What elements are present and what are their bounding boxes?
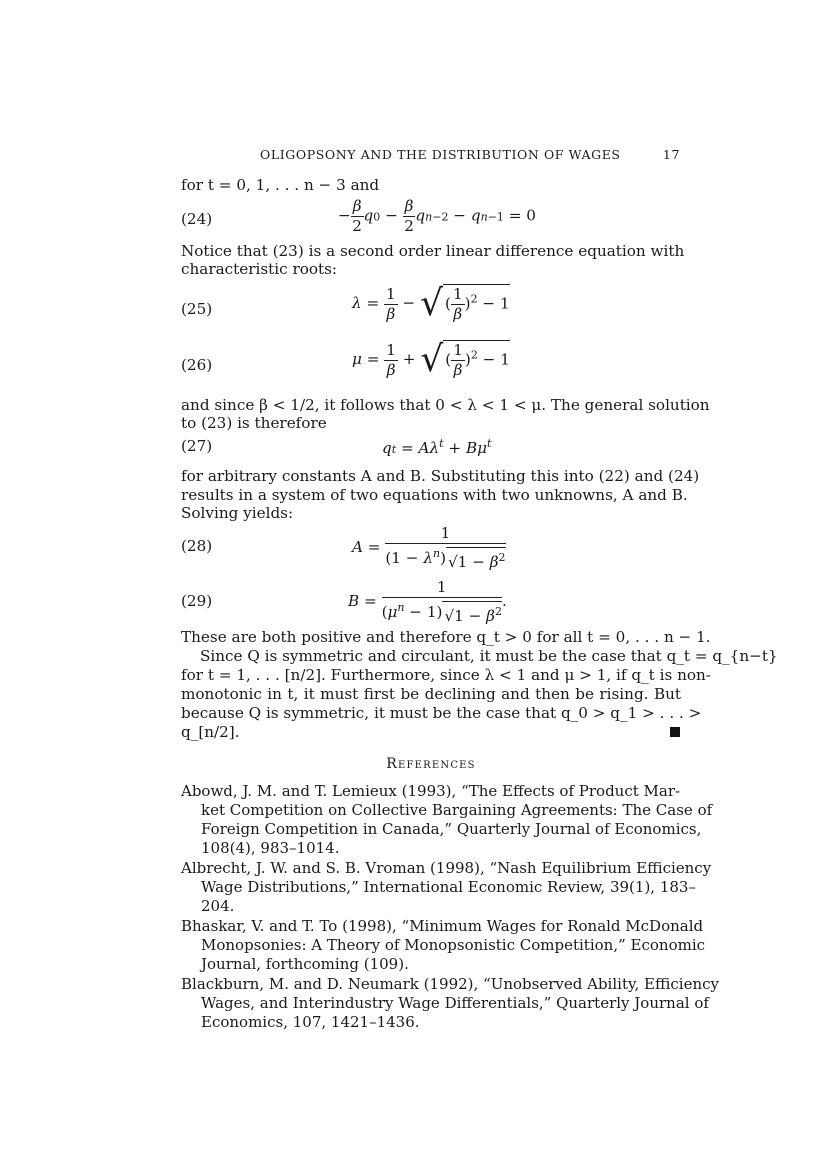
- running-header: [260, 147, 680, 165]
- text-line: Since Q is symmetric and circulant, it must be the case that q_t = q_{n−t}: [200, 647, 778, 665]
- equation-label: (27): [181, 437, 213, 455]
- reference-item: [181, 782, 713, 858]
- reference-line: Monopsonies: A Theory of Monopsonistic Competition,” Economic: [201, 936, 706, 954]
- reference-line: 204.: [201, 897, 235, 915]
- equation-label: (28): [181, 537, 213, 555]
- reference-line: ket Competition on Collective Bargaining Agreements: The Case of: [201, 801, 713, 819]
- reference-line: Foreign Competition in Canada,” Quarterly Journal of Economics,: [201, 820, 702, 838]
- text-line: monotonic in t, it must first be declining and then be rising. But: [181, 685, 681, 703]
- header-title: OLIGOPSONY AND THE DISTRIBUTION OF WAGES: [260, 147, 621, 162]
- references-heading: References: [386, 756, 476, 772]
- reference-line: Albrecht, J. W. and S. B. Vroman (1998), “Nash Equilibrium Efficiency: [181, 859, 712, 877]
- reference-line: 108(4), 983–1014.: [201, 839, 340, 857]
- reference-line: Wages, and Interindustry Wage Differentials,” Quarterly Journal of: [201, 994, 709, 1012]
- text-line: for t = 1, . . . [n/2]. Furthermore, since λ < 1 and μ > 1, if q_t is non-: [181, 666, 711, 684]
- text-line: for t = 0, 1, . . . n − 3 and: [181, 176, 380, 194]
- qed-square-icon: [670, 727, 680, 737]
- text-line: to (23) is therefore: [181, 414, 327, 432]
- reference-line: Abowd, J. M. and T. Lemieux (1993), “The Effects of Product Mar-: [181, 782, 681, 800]
- reference-line: Economics, 107, 1421–1436.: [201, 1013, 420, 1031]
- text-line: Solving yields:: [181, 504, 294, 522]
- reference-item: [181, 917, 706, 974]
- text-line: for arbitrary constants A and B. Substituting this into (22) and (24): [181, 467, 700, 485]
- equation-label: (29): [181, 592, 213, 610]
- page-number: 17: [662, 147, 680, 162]
- text-line: Notice that (23) is a second order linear difference equation with: [181, 242, 685, 260]
- equation-24: − $\frac{\beta}{2}$ q0 − $\frac{\beta}{2}$ qn−2 − qn−1 = 0: [338, 197, 536, 235]
- equation-29: B = $\frac{1}{(\mu^n - 1) √1 - \beta^2}$ .: [348, 578, 507, 625]
- equation-27: qt = $A\lambda^t + B\mu^t$: [382, 437, 492, 458]
- equation-label: (24): [181, 210, 213, 228]
- reference-line: Wage Distributions,” International Economic Review, 39(1), 183–: [201, 878, 696, 896]
- equation-label: (25): [181, 300, 213, 318]
- equation-26: μ = $\frac{1}{\beta}$ + √ ( $\frac{1}{\beta}$ )$^2$ − 1: [352, 339, 510, 380]
- text-line: because Q is symmetric, it must be the case that q_0 > q_1 > . . . >: [181, 704, 702, 722]
- equation-label: (26): [181, 356, 213, 374]
- reference-line: Bhaskar, V. and T. To (1998), “Minimum Wages for Ronald McDonald: [181, 917, 704, 935]
- reference-item: [181, 975, 720, 1032]
- reference-line: Blackburn, M. and D. Neumark (1992), “Unobserved Ability, Efficiency: [181, 975, 720, 993]
- text-line: characteristic roots:: [181, 260, 338, 278]
- text-line: q_[n/2].: [181, 723, 240, 741]
- reference-item: [181, 859, 712, 916]
- text-line: and since β < 1/2, it follows that 0 < λ < 1 < μ. The general solution: [181, 396, 710, 414]
- equation-25: λ = $\frac{1}{\beta}$ − √ ( $\frac{1}{\beta}$ )$^2$ − 1: [352, 283, 510, 324]
- text-line: results in a system of two equations with two unknowns, A and B.: [181, 486, 688, 504]
- reference-line: Journal, forthcoming (109).: [201, 955, 409, 973]
- equation-28: A = $\frac{1}{(1 - \lambda^n) √1 - \beta^2}$: [352, 524, 506, 571]
- text-line: These are both positive and therefore q_t > 0 for all t = 0, . . . n − 1.: [181, 628, 711, 646]
